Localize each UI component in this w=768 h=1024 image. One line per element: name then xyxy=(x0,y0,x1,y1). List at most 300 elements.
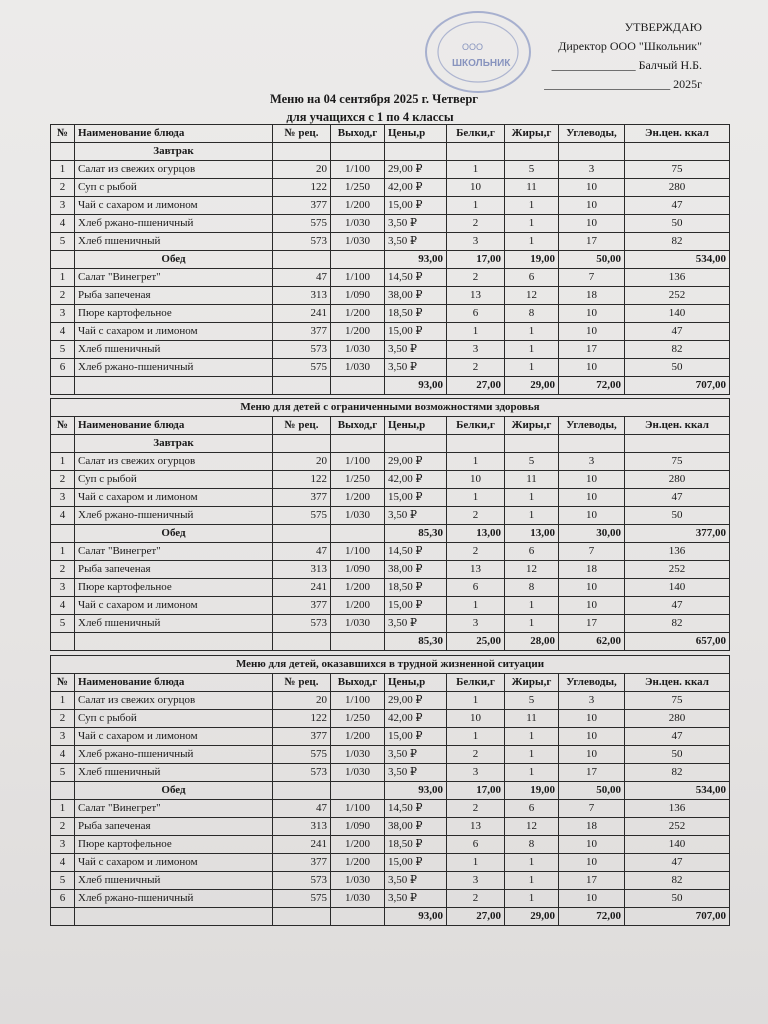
table-cell: 10 xyxy=(559,597,625,615)
table-cell: 1/090 xyxy=(331,561,385,579)
total-value: 17,00 xyxy=(447,782,505,800)
table-cell: 3 xyxy=(51,489,75,507)
table-cell: 10 xyxy=(559,197,625,215)
table-cell: 5 xyxy=(51,233,75,251)
table-cell: 1/100 xyxy=(331,800,385,818)
table-cell: 2 xyxy=(447,507,505,525)
column-header: Белки,г xyxy=(447,417,505,435)
section-spacer xyxy=(51,143,75,161)
table-cell: 50 xyxy=(625,507,730,525)
table-cell: 1 xyxy=(447,692,505,710)
table-row xyxy=(51,579,730,597)
table-cell: 10 xyxy=(559,890,625,908)
table-cell: 10 xyxy=(559,215,625,233)
table-row xyxy=(51,323,730,341)
section-blank xyxy=(273,143,331,161)
table-cell: Пюре картофельное xyxy=(75,836,273,854)
table-cell: 10 xyxy=(559,710,625,728)
section-blank xyxy=(447,435,505,453)
approve-year: _____________________ 2025г xyxy=(544,77,702,91)
total-label: Обед xyxy=(75,782,273,800)
table-cell: 10 xyxy=(559,489,625,507)
table-cell: 11 xyxy=(505,471,559,489)
table-row xyxy=(51,800,730,818)
table-cell: 1/030 xyxy=(331,215,385,233)
table-cell: 1 xyxy=(447,728,505,746)
section-blank xyxy=(559,143,625,161)
table-cell: 17 xyxy=(559,615,625,633)
table-cell: 140 xyxy=(625,836,730,854)
table-row xyxy=(51,872,730,890)
approval-block xyxy=(502,18,702,94)
table-cell: 3,50 ₽ xyxy=(385,233,447,251)
table-cell: 1/100 xyxy=(331,453,385,471)
table-cell: 29,00 ₽ xyxy=(385,161,447,179)
header-row xyxy=(51,417,730,435)
header-row xyxy=(51,674,730,692)
total-value: 50,00 xyxy=(559,251,625,269)
menu-table-1 xyxy=(50,124,730,395)
table-cell: 18,50 ₽ xyxy=(385,836,447,854)
total-blank xyxy=(273,908,331,926)
table-cell: 3 xyxy=(51,728,75,746)
table-cell: 2 xyxy=(51,287,75,305)
table-cell: 10 xyxy=(447,471,505,489)
table-cell: 47 xyxy=(625,854,730,872)
table-cell: 313 xyxy=(273,561,331,579)
section-blank xyxy=(331,143,385,161)
total-label-empty xyxy=(75,377,273,395)
table-row xyxy=(51,287,730,305)
table-cell: Хлеб пшеничный xyxy=(75,764,273,782)
table-cell: 575 xyxy=(273,746,331,764)
table-cell: 1 xyxy=(51,269,75,287)
table-cell: 1 xyxy=(505,341,559,359)
table-cell: 12 xyxy=(505,561,559,579)
menu-subtitle: для учащихся с 1 по 4 классы xyxy=(286,110,454,124)
table-cell: 82 xyxy=(625,764,730,782)
table-cell: 3 xyxy=(559,161,625,179)
table-cell: 252 xyxy=(625,561,730,579)
section-label: Завтрак xyxy=(75,435,273,453)
table-cell: 1/030 xyxy=(331,890,385,908)
table-cell: 1/200 xyxy=(331,489,385,507)
table-cell: 1/030 xyxy=(331,233,385,251)
table-cell: 10 xyxy=(559,507,625,525)
table-cell: 1 xyxy=(505,854,559,872)
table-cell: 252 xyxy=(625,287,730,305)
table-cell: Салат "Винегрет" xyxy=(75,800,273,818)
table-cell: 1/250 xyxy=(331,471,385,489)
table-title-row xyxy=(51,656,730,674)
table-cell: 1 xyxy=(51,800,75,818)
table-row xyxy=(51,710,730,728)
table-cell: 2 xyxy=(447,269,505,287)
table-cell: 1/030 xyxy=(331,764,385,782)
table-cell: 3 xyxy=(447,233,505,251)
table-cell: 13 xyxy=(447,287,505,305)
column-header: № xyxy=(51,417,75,435)
table-cell: 82 xyxy=(625,341,730,359)
table-cell: Хлеб ржано-пшеничный xyxy=(75,359,273,377)
table-cell: 15,00 ₽ xyxy=(385,854,447,872)
table-cell: 75 xyxy=(625,161,730,179)
table-cell: 1/100 xyxy=(331,161,385,179)
section-blank xyxy=(273,435,331,453)
total-spacer xyxy=(51,377,75,395)
table-cell: 1/030 xyxy=(331,507,385,525)
table-cell: 1/030 xyxy=(331,615,385,633)
total-value: 13,00 xyxy=(447,525,505,543)
table-cell: Салат "Винегрет" xyxy=(75,269,273,287)
section-blank xyxy=(505,143,559,161)
total-spacer xyxy=(51,251,75,269)
table-cell: 47 xyxy=(625,323,730,341)
table-cell: 122 xyxy=(273,179,331,197)
table-cell: 20 xyxy=(273,161,331,179)
total-value: 93,00 xyxy=(385,908,447,926)
column-header: № рец. xyxy=(273,674,331,692)
table-cell: Хлеб пшеничный xyxy=(75,233,273,251)
column-header: Наименование блюда xyxy=(75,417,273,435)
column-header: Белки,г xyxy=(447,125,505,143)
table-cell: 1 xyxy=(505,507,559,525)
table-cell: 5 xyxy=(505,692,559,710)
table-cell: 1 xyxy=(447,597,505,615)
table-row xyxy=(51,359,730,377)
table-cell: 252 xyxy=(625,818,730,836)
table-cell: 42,00 ₽ xyxy=(385,471,447,489)
table-cell: 3 xyxy=(447,872,505,890)
table-cell: Салат из свежих огурцов xyxy=(75,692,273,710)
table-cell: 75 xyxy=(625,453,730,471)
table-cell: 12 xyxy=(505,287,559,305)
column-header: Эн.цен. ккал xyxy=(625,417,730,435)
table-cell: 10 xyxy=(559,179,625,197)
table-cell: 47 xyxy=(625,489,730,507)
table-cell: 3 xyxy=(447,615,505,633)
table-row xyxy=(51,764,730,782)
column-header: Выход,г xyxy=(331,417,385,435)
table-cell: 4 xyxy=(51,597,75,615)
table-cell: 4 xyxy=(51,507,75,525)
table-cell: Чай с сахаром и лимоном xyxy=(75,854,273,872)
table-cell: Рыба запеченая xyxy=(75,818,273,836)
table-cell: 1 xyxy=(505,615,559,633)
table-cell: 50 xyxy=(625,215,730,233)
table-cell: 2 xyxy=(447,215,505,233)
column-header: № xyxy=(51,125,75,143)
table-cell: 573 xyxy=(273,615,331,633)
table-cell: 1 xyxy=(51,543,75,561)
svg-text:ООО: ООО xyxy=(462,42,484,52)
table-row xyxy=(51,341,730,359)
total-value: 93,00 xyxy=(385,377,447,395)
table-cell: 1 xyxy=(51,161,75,179)
table-cell: 38,00 ₽ xyxy=(385,818,447,836)
table-cell: 1 xyxy=(505,597,559,615)
table-cell: 10 xyxy=(559,728,625,746)
menu-table-3 xyxy=(50,655,730,926)
table-cell: 5 xyxy=(505,453,559,471)
table-cell: Чай с сахаром и лимоном xyxy=(75,197,273,215)
table-cell: 6 xyxy=(505,269,559,287)
table-cell: 11 xyxy=(505,710,559,728)
table-cell: 140 xyxy=(625,579,730,597)
table-cell: 1 xyxy=(51,453,75,471)
table-cell: 313 xyxy=(273,818,331,836)
table-cell: 17 xyxy=(559,341,625,359)
table-cell: 1 xyxy=(505,872,559,890)
total-blank xyxy=(331,377,385,395)
total-row xyxy=(51,908,730,926)
table-cell: 42,00 ₽ xyxy=(385,710,447,728)
table-cell: 6 xyxy=(447,305,505,323)
total-value: 27,00 xyxy=(447,377,505,395)
table-cell: 1/100 xyxy=(331,269,385,287)
table-cell: Рыба запеченая xyxy=(75,287,273,305)
table-row xyxy=(51,854,730,872)
table-row xyxy=(51,615,730,633)
total-label-empty xyxy=(75,908,273,926)
table-cell: 1/090 xyxy=(331,287,385,305)
total-value: 93,00 xyxy=(385,782,447,800)
table-cell: 1/200 xyxy=(331,597,385,615)
table-cell: 10 xyxy=(559,854,625,872)
table-cell: 10 xyxy=(559,305,625,323)
table-cell: 1 xyxy=(505,746,559,764)
table-cell: 18,50 ₽ xyxy=(385,579,447,597)
table-cell: 122 xyxy=(273,710,331,728)
table-cell: 2 xyxy=(51,179,75,197)
column-header: Эн.цен. ккал xyxy=(625,125,730,143)
table-row xyxy=(51,692,730,710)
table-cell: 10 xyxy=(559,359,625,377)
column-header: Эн.цен. ккал xyxy=(625,674,730,692)
table-cell: 18 xyxy=(559,818,625,836)
table-row xyxy=(51,269,730,287)
table-cell: 4 xyxy=(51,746,75,764)
column-header: № xyxy=(51,674,75,692)
table-cell: 280 xyxy=(625,471,730,489)
table-cell: 14,50 ₽ xyxy=(385,800,447,818)
table-cell: 3,50 ₽ xyxy=(385,872,447,890)
total-row xyxy=(51,377,730,395)
table-cell: 7 xyxy=(559,269,625,287)
table-cell: 1/200 xyxy=(331,854,385,872)
table-cell: 14,50 ₽ xyxy=(385,269,447,287)
table-cell: 5 xyxy=(505,161,559,179)
table-title-row xyxy=(51,399,730,417)
table-cell: 377 xyxy=(273,597,331,615)
table-cell: 377 xyxy=(273,854,331,872)
total-value: 50,00 xyxy=(559,782,625,800)
table-cell: 82 xyxy=(625,872,730,890)
table-cell: 6 xyxy=(505,543,559,561)
table-cell: 1 xyxy=(505,323,559,341)
menu-table-2 xyxy=(50,398,730,651)
total-value: 72,00 xyxy=(559,377,625,395)
table-cell: Пюре картофельное xyxy=(75,579,273,597)
table-cell: 10 xyxy=(559,746,625,764)
total-blank xyxy=(331,908,385,926)
total-value: 29,00 xyxy=(505,908,559,926)
table-cell: 575 xyxy=(273,890,331,908)
table-cell: 15,00 ₽ xyxy=(385,323,447,341)
table-cell: 1/200 xyxy=(331,323,385,341)
table-cell: 241 xyxy=(273,579,331,597)
table-cell: Салат из свежих огурцов xyxy=(75,161,273,179)
table-cell: 1/030 xyxy=(331,872,385,890)
table-cell: 3,50 ₽ xyxy=(385,215,447,233)
total-value: 29,00 xyxy=(505,377,559,395)
table-cell: 42,00 ₽ xyxy=(385,179,447,197)
column-header: Углеводы, xyxy=(559,674,625,692)
table-cell: Рыба запеченая xyxy=(75,561,273,579)
total-blank xyxy=(331,633,385,651)
table-cell: 38,00 ₽ xyxy=(385,561,447,579)
table-row xyxy=(51,543,730,561)
table-row xyxy=(51,161,730,179)
total-value: 72,00 xyxy=(559,908,625,926)
section-spacer xyxy=(51,435,75,453)
table-cell: 1/250 xyxy=(331,710,385,728)
table-cell: Хлеб пшеничный xyxy=(75,872,273,890)
header-row xyxy=(51,125,730,143)
table-cell: 8 xyxy=(505,836,559,854)
table-cell: Суп с рыбой xyxy=(75,710,273,728)
table-cell: 8 xyxy=(505,305,559,323)
table-cell: 47 xyxy=(273,543,331,561)
table-cell: 17 xyxy=(559,872,625,890)
table-cell: 2 xyxy=(51,710,75,728)
total-blank xyxy=(331,782,385,800)
total-label: Обед xyxy=(75,525,273,543)
table-cell: 241 xyxy=(273,305,331,323)
table-cell: 38,00 ₽ xyxy=(385,287,447,305)
total-value: 17,00 xyxy=(447,251,505,269)
table-cell: 1/250 xyxy=(331,179,385,197)
table-cell: 2 xyxy=(447,359,505,377)
table-cell: 2 xyxy=(51,818,75,836)
table-row xyxy=(51,471,730,489)
total-blank xyxy=(331,251,385,269)
table-cell: 3 xyxy=(447,341,505,359)
table-row xyxy=(51,597,730,615)
table-cell: Чай с сахаром и лимоном xyxy=(75,597,273,615)
column-header: № рец. xyxy=(273,417,331,435)
table-cell: 10 xyxy=(559,579,625,597)
table-cell: 1 xyxy=(447,197,505,215)
table-cell: 575 xyxy=(273,215,331,233)
table-cell: 280 xyxy=(625,179,730,197)
table-cell: Хлеб ржано-пшеничный xyxy=(75,507,273,525)
total-value: 25,00 xyxy=(447,633,505,651)
total-value: 28,00 xyxy=(505,633,559,651)
table-cell: 573 xyxy=(273,764,331,782)
table-cell: 1/200 xyxy=(331,305,385,323)
table-cell: 1/090 xyxy=(331,818,385,836)
table-cell: 15,00 ₽ xyxy=(385,728,447,746)
table-cell: 3,50 ₽ xyxy=(385,746,447,764)
column-header: Наименование блюда xyxy=(75,125,273,143)
table-cell: 1/030 xyxy=(331,359,385,377)
table-cell: 3 xyxy=(559,692,625,710)
section-blank xyxy=(505,435,559,453)
table-cell: 13 xyxy=(447,561,505,579)
total-spacer xyxy=(51,633,75,651)
table-cell: 3,50 ₽ xyxy=(385,359,447,377)
table-cell: 1 xyxy=(505,233,559,251)
table-cell: 3 xyxy=(559,453,625,471)
total-blank xyxy=(273,525,331,543)
table-cell: 1 xyxy=(505,215,559,233)
table-cell: Хлеб ржано-пшеничный xyxy=(75,215,273,233)
table-cell: 10 xyxy=(559,836,625,854)
table-cell: 3 xyxy=(51,197,75,215)
total-value: 657,00 xyxy=(625,633,730,651)
column-header: Углеводы, xyxy=(559,125,625,143)
column-header: Цены,р xyxy=(385,674,447,692)
table-cell: 241 xyxy=(273,836,331,854)
total-blank xyxy=(273,377,331,395)
table-cell: 1/100 xyxy=(331,692,385,710)
total-label: Обед xyxy=(75,251,273,269)
total-blank xyxy=(273,251,331,269)
table-cell: 2 xyxy=(447,543,505,561)
table-cell: 10 xyxy=(559,323,625,341)
table-cell: Салат из свежих огурцов xyxy=(75,453,273,471)
total-value: 62,00 xyxy=(559,633,625,651)
table-cell: 3 xyxy=(51,305,75,323)
table-cell: 1 xyxy=(447,161,505,179)
table-cell: 4 xyxy=(51,215,75,233)
table-cell: Суп с рыбой xyxy=(75,471,273,489)
column-header: Белки,г xyxy=(447,674,505,692)
table-cell: 6 xyxy=(51,359,75,377)
table-cell: 1 xyxy=(505,764,559,782)
table-cell: 8 xyxy=(505,579,559,597)
table-row xyxy=(51,728,730,746)
table-cell: 18 xyxy=(559,287,625,305)
table-row xyxy=(51,305,730,323)
table-cell: Суп с рыбой xyxy=(75,179,273,197)
column-header: Жиры,г xyxy=(505,125,559,143)
table-cell: 5 xyxy=(51,872,75,890)
table-row xyxy=(51,746,730,764)
table-cell: 573 xyxy=(273,872,331,890)
table-cell: 1/200 xyxy=(331,579,385,597)
table-cell: 136 xyxy=(625,269,730,287)
table-cell: 2 xyxy=(447,800,505,818)
table-cell: 15,00 ₽ xyxy=(385,489,447,507)
table-cell: 14,50 ₽ xyxy=(385,543,447,561)
total-value: 85,30 xyxy=(385,633,447,651)
table-cell: Хлеб ржано-пшеничный xyxy=(75,890,273,908)
table-cell: 377 xyxy=(273,489,331,507)
column-header: Выход,г xyxy=(331,674,385,692)
table-cell: 6 xyxy=(51,890,75,908)
table-cell: 1/200 xyxy=(331,197,385,215)
section-blank xyxy=(625,143,730,161)
table-row xyxy=(51,489,730,507)
column-header: Жиры,г xyxy=(505,674,559,692)
table-cell: 47 xyxy=(625,197,730,215)
table-cell: 4 xyxy=(51,323,75,341)
table-row xyxy=(51,453,730,471)
column-header: Наименование блюда xyxy=(75,674,273,692)
table-cell: 377 xyxy=(273,323,331,341)
